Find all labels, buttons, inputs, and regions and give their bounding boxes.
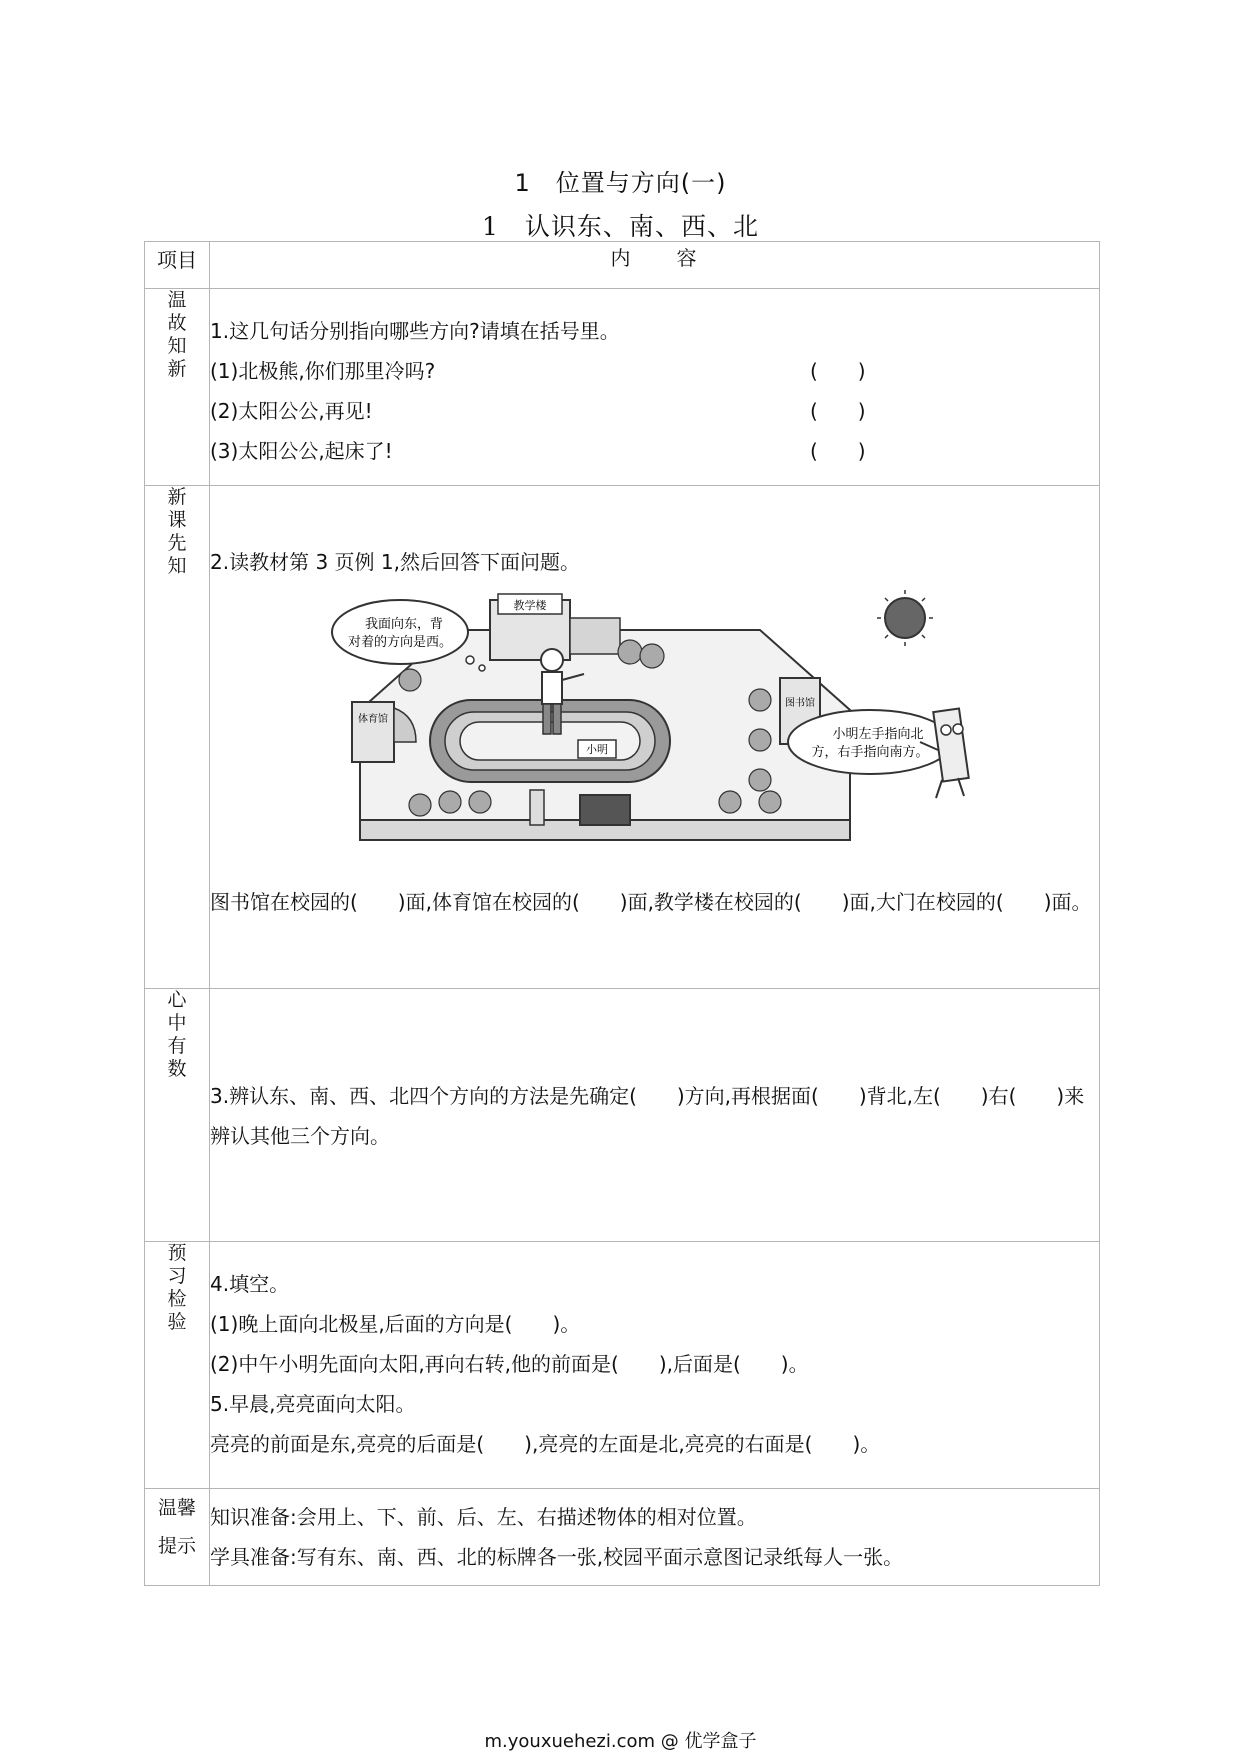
name-tag: 小明: [586, 743, 608, 756]
header-content: 内 容: [210, 242, 1100, 289]
header-item: [145, 242, 210, 289]
tip-knowledge: 知识准备:会用上、下、前、后、左、右描述物体的相对位置。: [210, 1505, 757, 1529]
section-newlesson-row: [145, 486, 1100, 989]
section-label-text: 新课先知: [167, 486, 187, 577]
question-1: 1.这几句话分别指向哪些方向?请填在括号里。: [210, 319, 620, 343]
section-newlesson-content: [210, 486, 1100, 989]
campus-illustration: [330, 590, 970, 860]
table-header-row: [145, 242, 1100, 289]
section-preview-row: [145, 1242, 1100, 1489]
header-item-text: 项目: [157, 248, 197, 272]
section-review-content: [210, 289, 1100, 486]
section-label-text: 温故知新: [167, 289, 187, 380]
item-text: (1)北极熊,你们那里冷吗?: [210, 359, 436, 383]
section-mind-row: [145, 989, 1100, 1242]
section-label-text: 心中有数: [167, 989, 187, 1080]
building-right-label: 图书馆: [785, 698, 815, 709]
page-footer: m.youxuehezi.com @ 优学盒子: [484, 1731, 757, 1752]
fill-blank-sentence: 图书馆在校园的( )面,体育馆在校园的( )面,教学楼在校园的( )面,大门在校园的( )面。: [210, 890, 1092, 914]
list-item: [210, 351, 1099, 391]
section-label-review: [145, 289, 210, 486]
building-top-label: 教学楼: [513, 599, 547, 612]
answer-blank[interactable]: ( ): [810, 439, 866, 463]
section-label-mind: [145, 989, 210, 1242]
bubble-right-text-1: 小明左手指向北: [832, 727, 924, 742]
worksheet-table: [144, 241, 1100, 1586]
speech-bubble-right: [788, 710, 952, 774]
section-label-newlesson: [145, 486, 210, 989]
list-item: [210, 431, 1099, 471]
list-item: [210, 391, 1099, 431]
section-tips-row: [145, 1489, 1100, 1586]
question-4: 4.填空。: [210, 1272, 290, 1296]
sun-icon: [877, 590, 933, 646]
bubble-left-text-2: 对着的方向是西。: [347, 635, 453, 650]
item-text: (3)太阳公公,起床了!: [210, 439, 393, 463]
page-title: 1 位置与方向(一): [514, 169, 727, 197]
question-4-2: (2)中午小明先面向太阳,再向右转,他的前面是( ),后面是( )。: [210, 1352, 809, 1376]
section-label-preview: [145, 1242, 210, 1489]
question-5: 5.早晨,亮亮面向太阳。: [210, 1392, 416, 1416]
section-mind-content: [210, 989, 1100, 1242]
answer-blank[interactable]: ( ): [810, 359, 866, 383]
question-4-1: (1)晚上面向北极星,后面的方向是( )。: [210, 1312, 581, 1336]
section-review-row: [145, 289, 1100, 486]
bubble-left-text-1: 我面向东，背: [364, 617, 444, 632]
section-preview-content: [210, 1242, 1100, 1489]
question-2: 2.读教材第 3 页例 1,然后回答下面问题。: [210, 550, 580, 574]
tip-tools: 学具准备:写有东、南、西、北的标牌各一张,校园平面示意图记录纸每人一张。: [210, 1545, 904, 1569]
section-label-text: 预习检验: [167, 1242, 187, 1333]
section-label-tips: [145, 1489, 210, 1586]
question-3: 3.辨认东、南、西、北四个方向的方法是先确定( )方向,再根据面( )背北,左( )右( )来辨认其他三个方向。: [210, 1084, 1085, 1148]
item-text: (2)太阳公公,再见!: [210, 399, 373, 423]
section-tips-content: [210, 1489, 1100, 1586]
page-subtitle: 1 认识东、南、西、北: [482, 212, 759, 241]
question-5-1: 亮亮的前面是东,亮亮的后面是( ),亮亮的左面是北,亮亮的右面是( )。: [210, 1432, 881, 1456]
section-label-text: 温馨提示: [157, 1497, 196, 1557]
bubble-right-text-2: 方，右手指向南方。: [811, 745, 929, 760]
building-left-label: 体育馆: [358, 714, 388, 725]
answer-blank[interactable]: ( ): [810, 399, 866, 423]
